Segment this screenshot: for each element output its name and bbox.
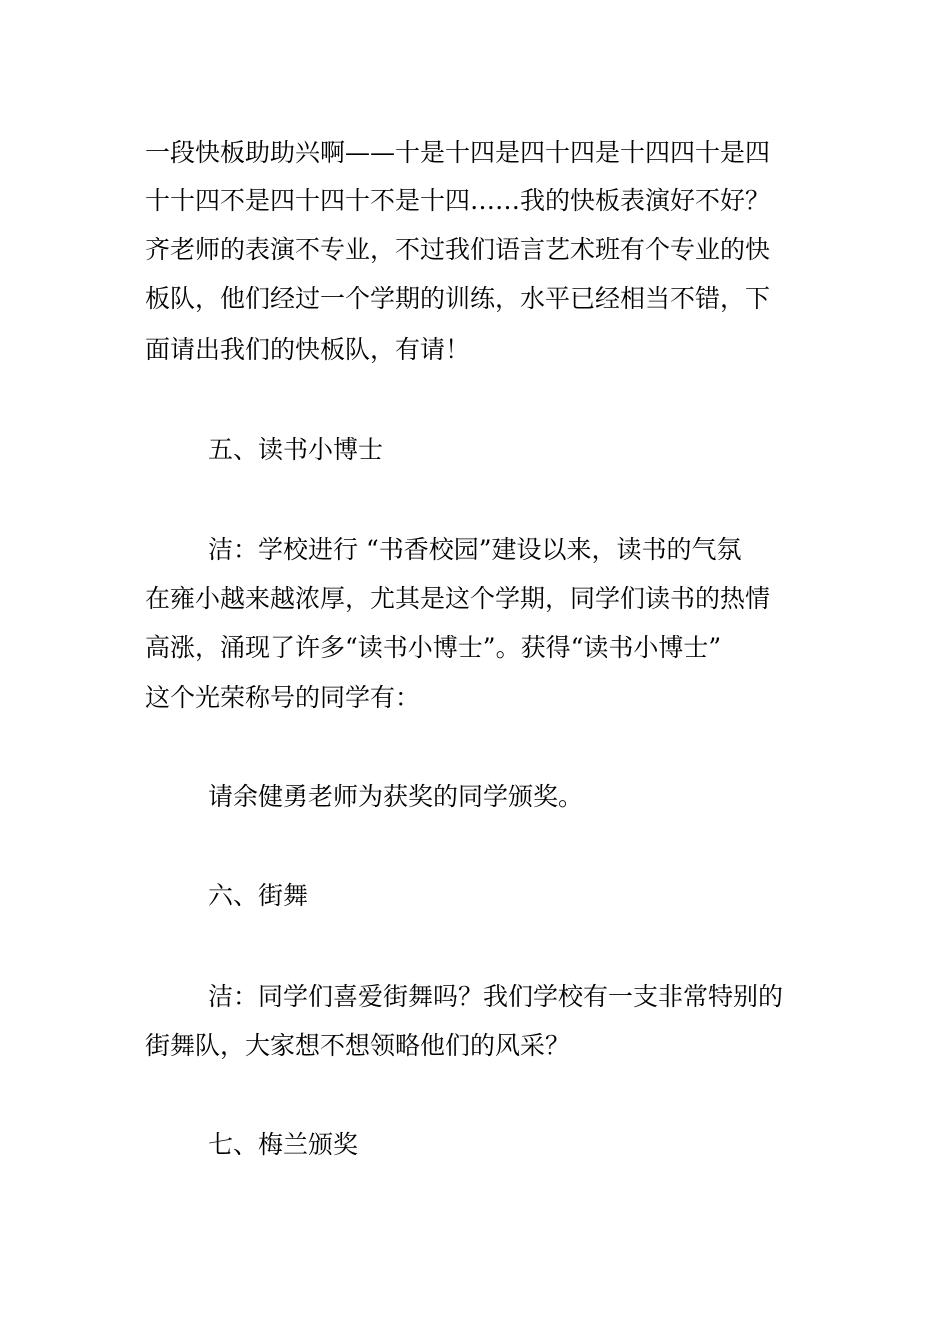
text-line: 十十四不是四十四十不是十四……我的快板表演好不好？ <box>145 186 771 215</box>
text-line: 洁：同学们喜爱街舞吗？我们学校有一支非常特别的 <box>208 982 784 1011</box>
section-heading: 五、读书小博士 <box>208 435 384 464</box>
text-line: 在雍小越来越浓厚，尤其是这个学期，同学们读书的热情 <box>145 584 771 613</box>
text-line: 高涨，涌现了许多“读书小博士”。获得“读书小博士” <box>145 633 722 662</box>
text-line: 洁：学校进行 “书香校园”建设以来，读书的气氛 <box>208 535 742 564</box>
section-heading: 七、梅兰颁奖 <box>208 1130 359 1159</box>
text-line: 请余健勇老师为获奖的同学颁奖。 <box>208 782 584 811</box>
text-line: 面请出我们的快板队，有请！ <box>145 335 471 364</box>
text-line: 街舞队，大家想不想领略他们的风采？ <box>145 1031 571 1060</box>
text-line: 齐老师的表演不专业，不过我们语言艺术班有个专业的快 <box>145 235 771 264</box>
text-line: 板队，他们经过一个学期的训练，水平已经相当不错，下 <box>145 284 771 313</box>
section-heading: 六、街舞 <box>208 881 309 910</box>
text-line: 这个光荣称号的同学有： <box>145 683 421 712</box>
text-line: 一段快板助助兴啊——十是十四是四十四是十四四十是四 <box>145 138 771 167</box>
